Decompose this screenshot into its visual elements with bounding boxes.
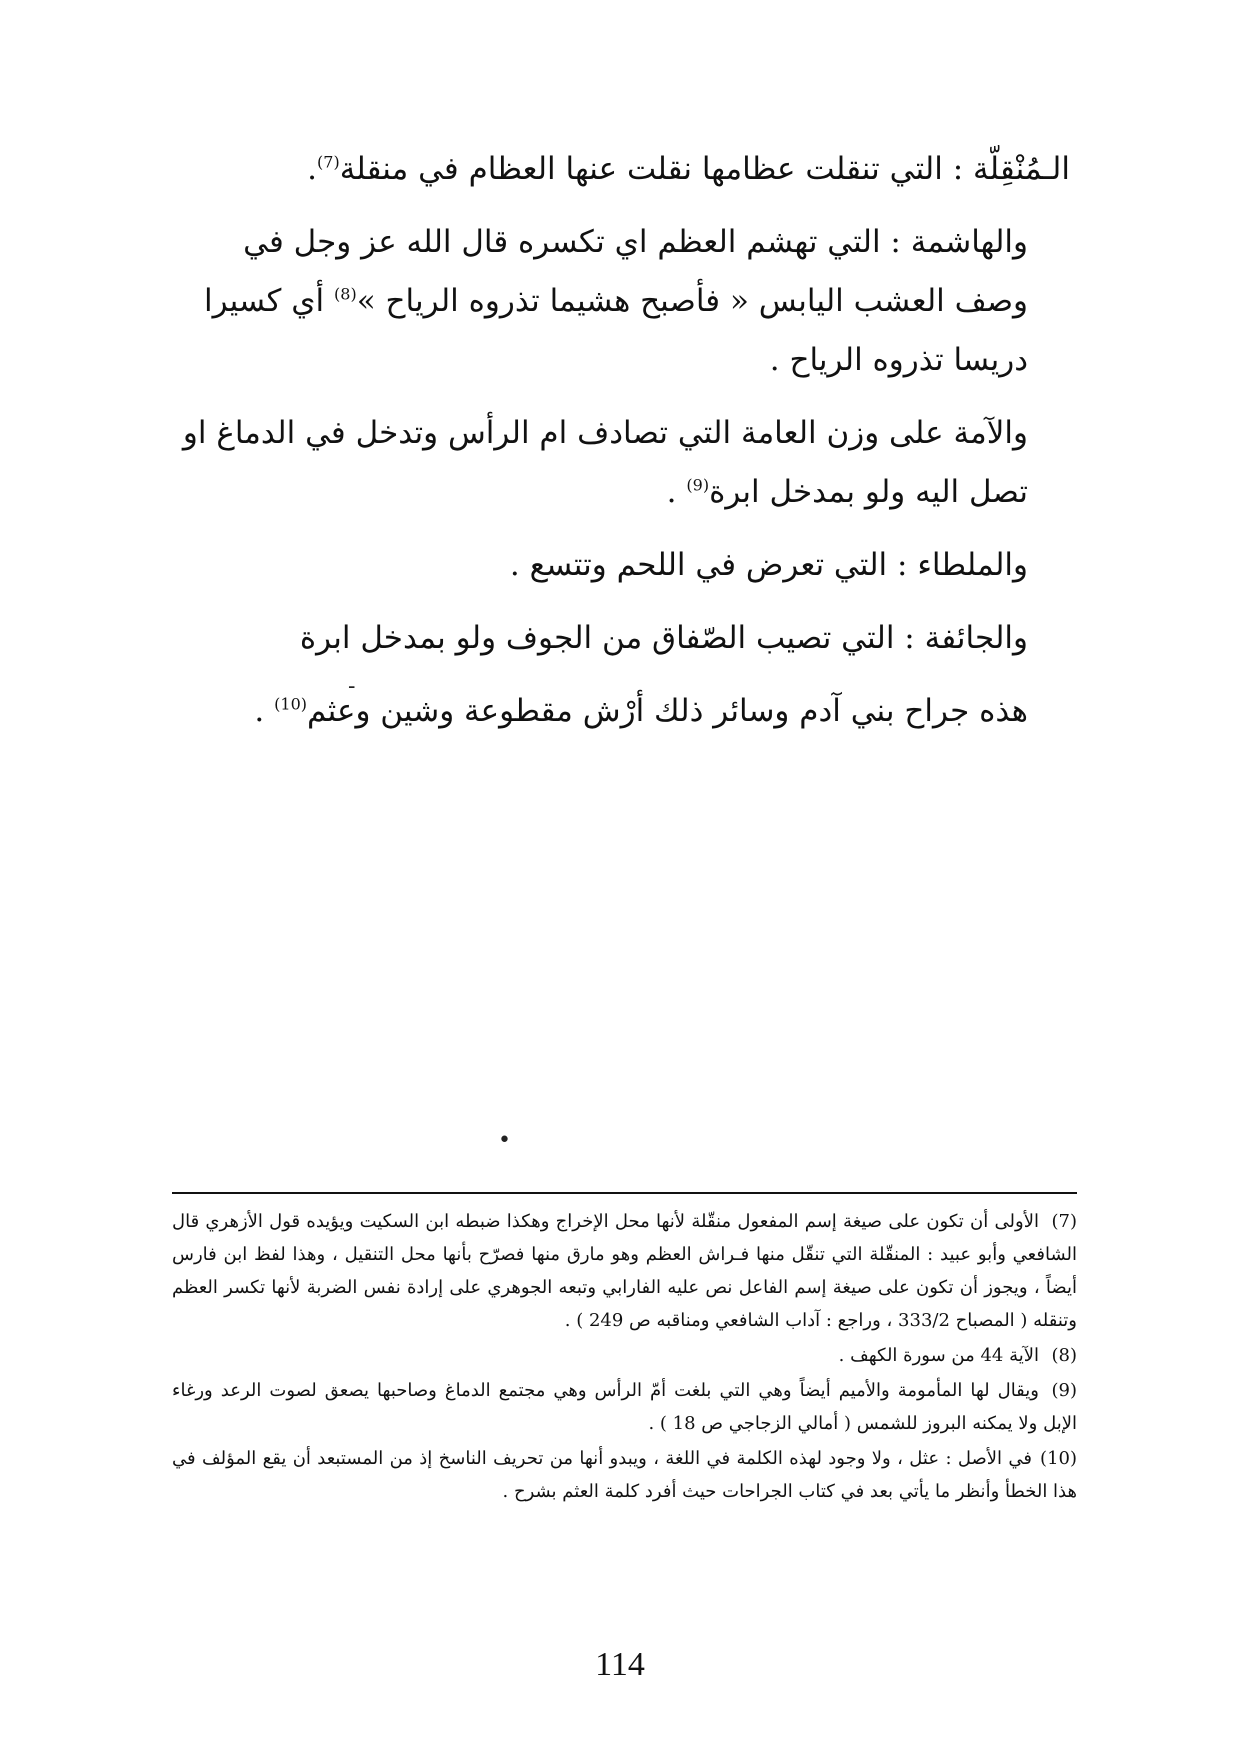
footnote-ref-8[interactable]: (8): [334, 284, 357, 304]
footnote-10: [172, 1442, 1077, 1508]
paragraph-end: .: [307, 151, 317, 187]
paragraph-amma: [175, 404, 1070, 522]
paragraph-text: والجائفة : التي تصيب الصّفاق من الجوف ولو بمدخل ابرة: [299, 620, 1028, 656]
paragraph-text: والآمة على وزن العامة التي تصادف ام الرأس وتدخل في الدماغ او تصل اليه ولو بمدخل ابرة: [182, 415, 1028, 510]
paragraph-end: .: [666, 474, 687, 510]
footnote-number: (8): [1051, 1345, 1077, 1366]
footnote-number: (7): [1051, 1211, 1077, 1232]
scan-speck: -: [348, 674, 356, 699]
footnote-text: الآية 44 من سورة الكهف .: [838, 1345, 1039, 1366]
paragraph-summary: [175, 682, 1070, 741]
scan-speck: •: [498, 1128, 511, 1153]
footnote-ref-9[interactable]: (9): [686, 475, 710, 495]
paragraph-text: والملطاء : التي تعرض في اللحم وتتسع .: [509, 547, 1028, 583]
footnote-text: في الأصل : عثل ، ولا وجود لهذه الكلمة في اللغة ، ويبدو أنها من تحريف الناسخ إذ من المستبعد أن يقع المؤلف في هذا الخطأ وأنظر ما يأتي بعد في كتاب الجراحات حيث أفرد كلمة العثم بشرح .: [172, 1448, 1077, 1502]
main-text: [175, 140, 1070, 755]
footnote-9: [172, 1374, 1077, 1440]
paragraph-munaqqila: [175, 140, 1070, 199]
footnote-8: [172, 1339, 1077, 1372]
footnote-text: الأولى أن تكون على صيغة إسم المفعول منقّلة لأنها محل الإخراج وهكذا ضبطه ابن السكيت ويؤيده قول الأزهري قال الشافعي وأبو عبيد : المنقّلة التي تنقّل منها فـراش العظم وهو مارق منها فصرّح بأنها محل التنقيل ، وهذا لفظ ابن فارس أيضاً ، ويجوز أن تكون على صيغة إسم الفاعل نص عليه الفارابي وتبعه الجوهري على إرادة نفس الضربة لأنها تكسر العظم وتنقله ( المصباح 333/2 ، وراجع : آداب الشافعي ومناقبه ص 249 ) .: [172, 1211, 1077, 1331]
paragraph-text: هذه جراح بني آدم وسائر ذلك أرْش مقطوعة وشين وعثم: [307, 693, 1028, 729]
footnote-ref-7[interactable]: (7): [317, 152, 340, 172]
paragraph-end: .: [254, 693, 275, 729]
footnotes: [172, 1205, 1077, 1510]
paragraph-jaifa: [175, 609, 1070, 668]
footnote-number: (10): [1040, 1448, 1077, 1469]
paragraph-miltaa: [175, 536, 1070, 595]
page-number: 114: [595, 1646, 645, 1683]
paragraph-text-cont: أي كسيرا دريسا تذروه الرياح .: [203, 283, 1028, 378]
footnote-number: (9): [1051, 1380, 1077, 1401]
footnote-7: [172, 1205, 1077, 1337]
footnote-ref-10[interactable]: (10): [274, 694, 307, 714]
paragraph-hashima: [175, 213, 1070, 390]
footnote-text: ويقال لها المأمومة والأميم أيضاً وهي التي بلغت أمّ الرأس وهي مجتمع الدماغ وصاحبها يصعق لصوت الرعد ورغاء الإبل ولا يمكنه البروز للشمس ( أمالي الزجاجي ص 18 ) .: [172, 1380, 1077, 1434]
footnote-divider: [172, 1192, 1077, 1194]
paragraph-text: والهاشمة : التي تهشم العظم اي تكسره قال الله عز وجل في وصف العشب اليابس « فأصبح هشيما تذروه الرياح »: [243, 224, 1028, 319]
paragraph-text: الـمُنْقِلّة : التي تنقلت عظامها نقلت عنها العظام في منقلة: [339, 151, 1070, 187]
